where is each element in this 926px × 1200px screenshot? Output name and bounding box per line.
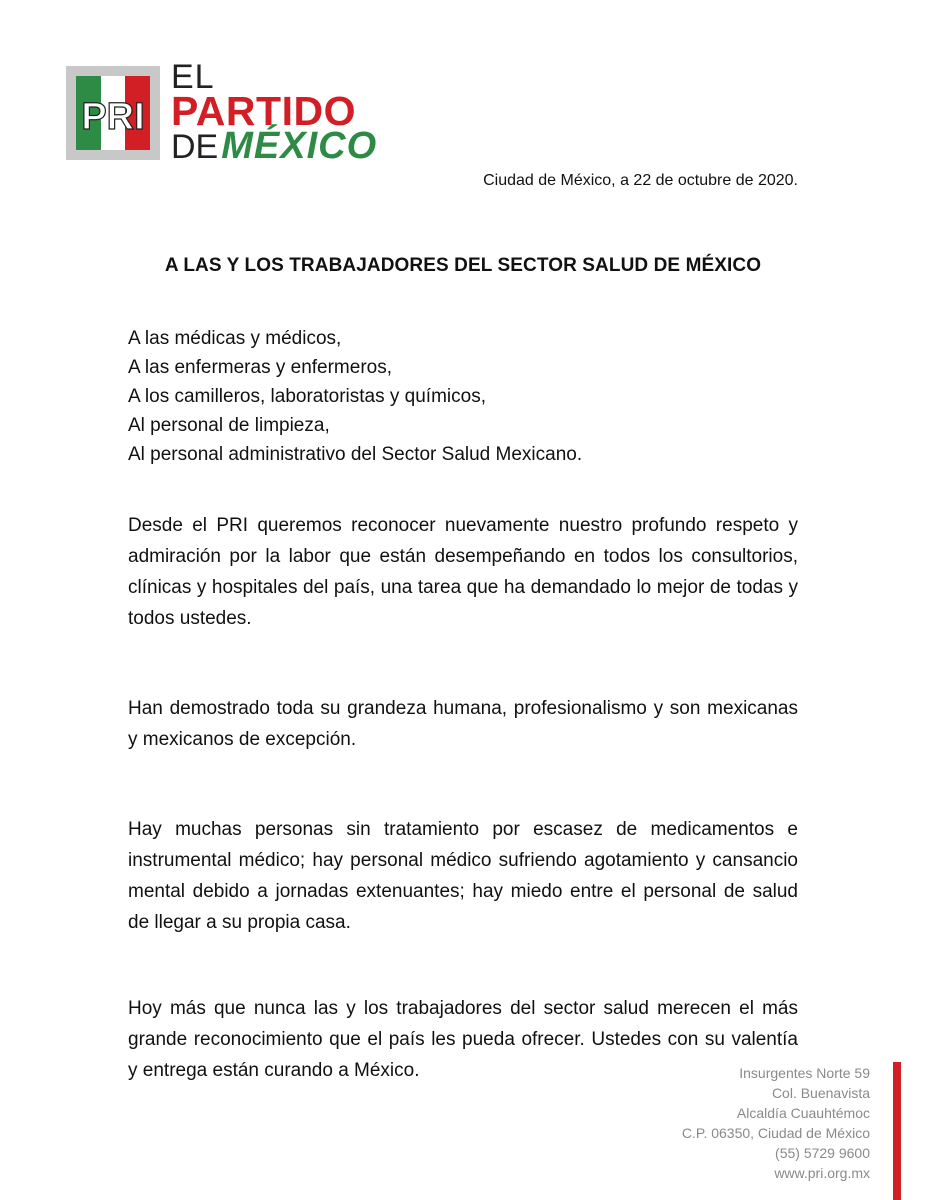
body-paragraph-3: Hay muchas personas sin tratamiento por escasez de medicamentos e instrumental médico; hay personal médico sufriendo agotamiento y cansancio mental debido a jornadas extenuantes; hay miedo entre el personal de salud de llegar a su propia casa. [128, 819, 798, 933]
footer-red-bar [893, 1062, 901, 1200]
address-phone: (55) 5729 9600 [775, 1145, 870, 1161]
letter-date: Ciudad de México, a 22 de octubre de 2020. [483, 172, 798, 189]
address-postal: C.P. 06350, Ciudad de México [681, 1125, 870, 1141]
body-paragraph-4: Hoy más que nunca las y los trabajadores del sector salud merecen el más grande reconocimiento que el país les pueda ofrecer. Ustedes con su valentía y entrega están curando a México. [128, 998, 798, 1081]
address-alcaldia: Alcaldía Cuauhtémoc [736, 1105, 870, 1121]
recipient-line: A los camilleros, laboratoristas y químicos, [128, 386, 486, 407]
body-paragraph-2: Han demostrado toda su grandeza humana, profesionalismo y son mexicanas y mexicanos de excepción. [128, 698, 798, 750]
recipient-line: Al personal administrativo del Sector Salud Mexicano. [128, 444, 583, 465]
address-street: Insurgentes Norte 59 [739, 1065, 870, 1081]
recipient-line: Al personal de limpieza, [128, 415, 330, 436]
letter-heading: A LAS Y LOS TRABAJADORES DEL SECTOR SALUD DE MÉXICO [164, 255, 762, 276]
footer-address [682, 1063, 870, 1183]
logo-line-mexico: MÉXICO [221, 125, 378, 167]
recipient-line: A las médicas y médicos, [128, 328, 342, 349]
recipient-line: A las enfermeras y enfermeros, [128, 357, 392, 378]
logo-line-partido: PARTIDO [171, 88, 356, 134]
address-website: www.pri.org.mx [774, 1165, 870, 1181]
logo-line-de: DE [171, 128, 219, 166]
pri-emblem-icon [66, 66, 160, 160]
address-colonia: Col. Buenavista [771, 1085, 870, 1101]
pri-logo [66, 58, 396, 176]
body-paragraph-1: Desde el PRI queremos reconocer nuevamente nuestro profundo respeto y admiración por la labor que están desempeñando en todos los consultorios, clínicas y hospitales del país, una tarea que ha demandado lo mejor de todas y todos ustedes. [128, 515, 798, 629]
recipients-list [128, 324, 582, 469]
logo-line-el: EL [171, 58, 215, 96]
emblem-letters: PRI [81, 96, 145, 138]
